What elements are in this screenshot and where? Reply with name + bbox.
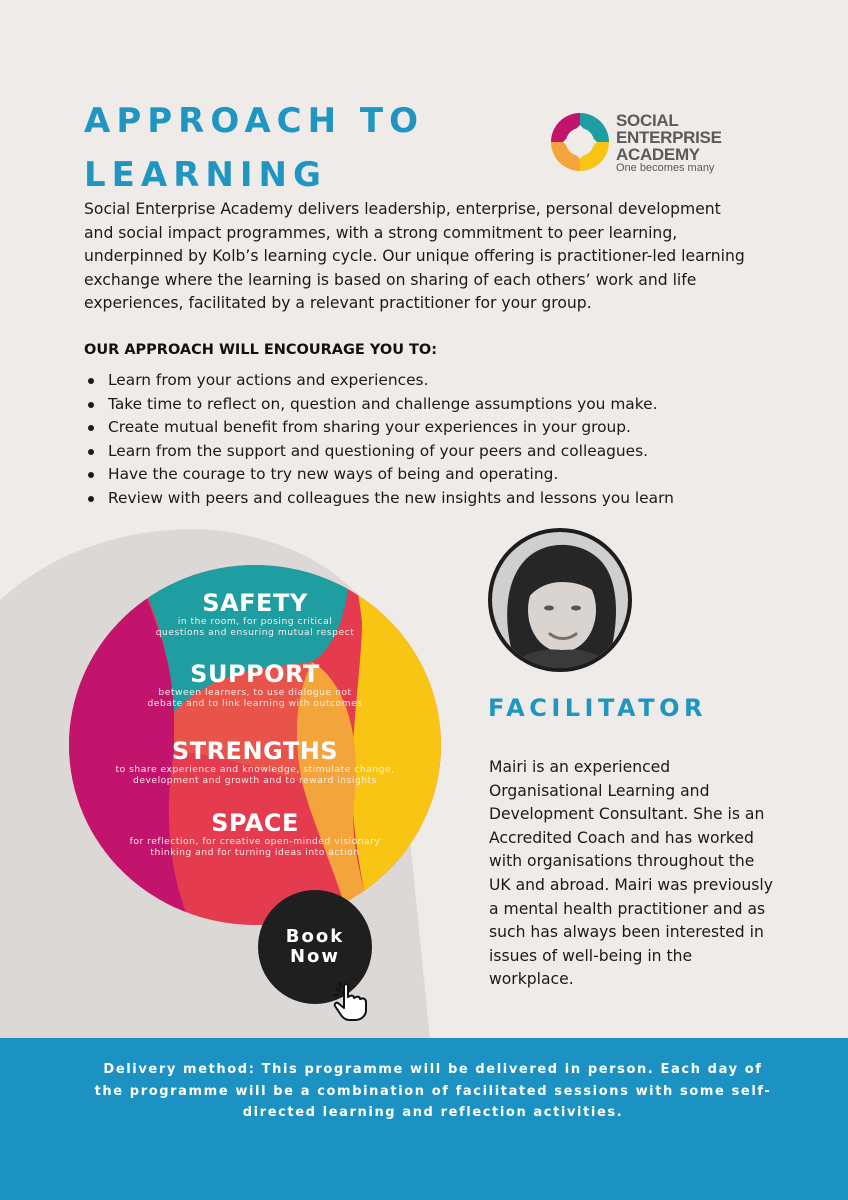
list-item-text: Take time to reflect on, question and challenge assumptions you make.: [108, 394, 658, 413]
list-item-text: Have the courage to try new ways of being and operating.: [108, 465, 559, 484]
wheel-strengths-title: STRENGTHS: [171, 737, 339, 765]
page-title: [84, 94, 504, 202]
list-item: [84, 369, 774, 393]
wheel-safety-title: SAFETY: [202, 589, 308, 617]
wheel-space-line-2: thinking and for turning ideas into action: [150, 847, 360, 858]
wheel-support: [62, 661, 448, 709]
wheel-support-line-2: debate and to link learning with outcomes: [147, 698, 363, 709]
wheel-support-line-1: between learners, to use dialogue not: [158, 687, 352, 698]
logo-mark-icon: [548, 110, 612, 174]
approach-list: [84, 369, 774, 511]
list-item: [84, 487, 774, 511]
social-enterprise-academy-logo: [548, 110, 728, 180]
wheel-space-title: SPACE: [211, 809, 299, 837]
bullet-icon: [88, 449, 94, 455]
list-item: [84, 393, 774, 417]
portrait-image: [492, 532, 628, 668]
list-item: [84, 416, 774, 440]
list-item: [84, 440, 774, 464]
wheel-safety: [62, 590, 448, 638]
logo-wordmark: [616, 112, 722, 163]
logo-tagline: One becomes many: [616, 162, 715, 174]
bullet-icon: [88, 378, 94, 384]
approach-heading: OUR APPROACH WILL ENCOURAGE YOU TO:: [84, 342, 438, 358]
book-now-line-1: Book: [285, 926, 345, 947]
bullet-icon: [88, 425, 94, 431]
logo-line-3: ACADEMY: [616, 145, 700, 164]
footer-band: [0, 1038, 848, 1200]
title-line-1: APPROACH TO: [84, 101, 424, 141]
title-line-2: LEARNING: [84, 155, 327, 195]
learning-wheel: [62, 562, 448, 928]
list-item-text: Learn from the support and questioning of your peers and colleagues.: [108, 441, 649, 460]
facilitator-bio: Mairi is an experienced Organisational Learning and Development Consultant. She is an Accredited Coach and has worked with organisations throughout the UK and abroad. Mairi was previously a mental health practitioner and as such has always been interested in issues of well-being in the workplace.: [489, 758, 773, 989]
pointer-hand-icon: [326, 980, 374, 1022]
wheel-strengths-line-1: to share experience and knowledge, stimulate change,: [115, 764, 395, 775]
logo-line-2: ENTERPRISE: [616, 128, 722, 147]
list-item: [84, 463, 774, 487]
book-now-line-2: Now: [289, 946, 341, 967]
facilitator-heading: FACILITATOR: [488, 694, 707, 722]
intro-paragraph: Social Enterprise Academy delivers leadership, enterprise, personal development and social impact programmes, with a strong commitment to peer learning, underpinned by Kolb’s learning cycle. Our unique offering is practitioner-led learning exchange where the learning is based on sharing of each others’ work and life experiences, facilitated by a relevant practitioner for your group.: [84, 200, 745, 312]
list-item-text: Learn from your actions and experiences.: [108, 371, 429, 389]
delivery-method-text: Delivery method: This programme will be delivered in person. Each day of the programme will be a combination of facilitated sessions with some self-directed learning and reflection activities.: [94, 1062, 772, 1120]
bullet-icon: [88, 402, 94, 408]
wheel-strengths: [62, 738, 448, 786]
facilitator-photo: [488, 528, 632, 672]
wheel-safety-line-1: in the room, for posing critical: [177, 616, 333, 627]
bullet-icon: [88, 496, 94, 502]
list-item-text: Create mutual benefit from sharing your experiences in your group.: [108, 418, 631, 437]
logo-line-1: SOCIAL: [616, 111, 679, 130]
bullet-icon: [88, 472, 94, 478]
wheel-space: [62, 810, 448, 858]
wheel-support-title: SUPPORT: [190, 660, 320, 688]
wheel-strengths-line-2: development and growth and to reward insights: [133, 775, 377, 786]
wheel-safety-line-2: questions and ensuring mutual respect: [155, 627, 355, 638]
wheel-space-line-1: for reflection, for creative open-minded visionary: [129, 836, 381, 847]
list-item-text: Review with peers and colleagues the new insights and lessons you learn: [108, 488, 674, 507]
